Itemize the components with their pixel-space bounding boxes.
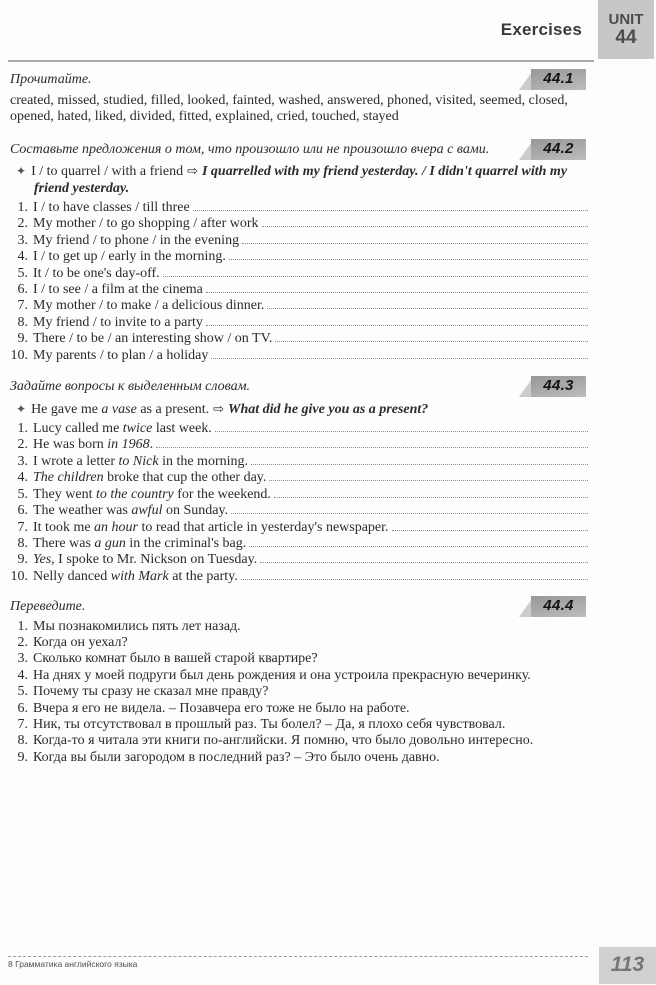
task-item (4, 421, 590, 437)
item-number: 3. (17, 232, 28, 248)
task-item (4, 487, 590, 503)
item-number: 9. (17, 749, 28, 765)
item-text: My friend / to phone / in the evening (33, 232, 240, 248)
example-prompt: He gave me a vase as a present. (31, 401, 210, 417)
task-item (4, 635, 590, 651)
item-number: 5. (17, 486, 28, 502)
example-answer: I quarrelled with my friend yesterday. / I didn't quarrel with my friend yesterday. (34, 164, 568, 196)
item-number: 3. (17, 453, 28, 469)
exercise-44-3 (4, 379, 656, 585)
instruction: Прочитайте. (10, 72, 92, 87)
exercise-head (4, 379, 590, 396)
exercise-44-2 (4, 139, 656, 365)
item-text: Когда вы были загородом в последний раз? – Это было очень давно. (33, 749, 440, 765)
dotted-leader (241, 579, 588, 580)
item-number: 5. (17, 265, 28, 281)
exercise-head (4, 599, 590, 616)
dotted-leader (274, 497, 588, 498)
item-text: Ник, ты отсутствовал в прошлый раз. Ты болел? – Да, я плохо себя чувствовал. (33, 717, 506, 733)
task-item (4, 733, 590, 749)
header-rule (8, 60, 594, 62)
item-text: Yes, I spoke to Mr. Nickson on Tuesday. (33, 552, 258, 568)
task-list (4, 421, 590, 585)
item-text: The children broke that cup the other day. (33, 470, 267, 486)
verb-list: created, missed, studied, filled, looked, fainted, washed, answered, phoned, visited, seemed, closed, opened, hated, liked, divided, fitted, explained, cried, touched, stayed (10, 92, 568, 124)
dotted-leader (251, 464, 588, 465)
instruction: Задайте вопросы к выделенным словам. (10, 379, 251, 395)
task-item (4, 454, 590, 470)
item-number: 9. (17, 331, 28, 347)
dotted-leader (163, 276, 588, 277)
item-number: 8. (17, 733, 28, 749)
task-item (4, 569, 590, 585)
task-item (4, 651, 590, 667)
exercise-number-badge: 44.1 (518, 69, 586, 90)
task-item (4, 750, 590, 766)
example-line (4, 401, 590, 419)
item-number: 4. (17, 470, 28, 486)
task-item (4, 216, 590, 232)
dotted-leader (215, 431, 588, 432)
dotted-leader (242, 243, 588, 244)
task-item (4, 437, 590, 453)
task-item (4, 552, 590, 568)
item-text: Когда он уехал? (33, 635, 128, 651)
item-number: 10. (10, 347, 28, 363)
task-item (4, 331, 590, 347)
task-list (4, 619, 590, 767)
item-number: 6. (17, 700, 28, 716)
dotted-leader (269, 480, 588, 481)
item-number: 1. (17, 618, 28, 634)
task-item (4, 249, 590, 265)
exercise-44-4 (4, 599, 656, 766)
item-text: The weather was awful on Sunday. (33, 503, 229, 519)
arrow-icon: ⇨ (213, 401, 225, 417)
item-number: 7. (17, 519, 28, 535)
item-text: Вчера я его не видела. – Позавчера его тоже не было на работе. (33, 700, 410, 716)
item-number: 2. (17, 216, 28, 232)
item-text: It / to be one's day-off. (33, 265, 160, 281)
item-text: Сколько комнат было в вашей старой квартире? (33, 651, 318, 667)
item-number: 7. (17, 298, 28, 314)
example-line (4, 163, 590, 197)
task-item (4, 701, 590, 717)
exercise-number-badge: 44.3 (518, 376, 586, 397)
task-item (4, 470, 590, 486)
item-number: 10. (10, 568, 28, 584)
dotted-leader (156, 447, 588, 448)
item-text: There was a gun in the criminal's bag. (33, 535, 247, 551)
task-item (4, 619, 590, 635)
task-item (4, 200, 590, 216)
task-item (4, 520, 590, 536)
task-item (4, 315, 590, 331)
dotted-leader (229, 259, 588, 260)
task-item (4, 298, 590, 314)
item-number: 7. (17, 717, 28, 733)
item-text: My mother / to make / a delicious dinner. (33, 298, 265, 314)
example-answer: What did he give you as a present? (228, 401, 429, 417)
task-item (4, 684, 590, 700)
item-number: 9. (17, 552, 28, 568)
task-item (4, 668, 590, 684)
item-text: I wrote a letter to Nick in the morning. (33, 453, 248, 469)
item-text: На днях у моей подруги был день рождения и она устроила прекрасную вечеринку. (33, 667, 531, 683)
item-text: Lucy called me twice last week. (33, 421, 212, 437)
item-text: Мы познакомились пять лет назад. (33, 618, 241, 634)
exercise-number-badge: 44.2 (518, 139, 586, 160)
page-title: Exercises (500, 20, 582, 39)
item-number: 8. (17, 314, 28, 330)
unit-badge (598, 0, 654, 59)
page-number: 113 (599, 947, 656, 984)
exercise-number-badge: 44.4 (518, 596, 586, 617)
item-text: It took me an hour to read that article in yesterday's newspaper. (33, 519, 389, 535)
item-number: 8. (17, 535, 28, 551)
task-item (4, 266, 590, 282)
dotted-leader (260, 562, 588, 563)
item-number: 6. (17, 503, 28, 519)
item-text: My parents / to plan / a holiday (33, 347, 209, 363)
dotted-leader (211, 358, 588, 359)
item-text: Nelly danced with Mark at the party. (33, 568, 238, 584)
dotted-leader (249, 546, 588, 547)
item-text: I / to have classes / till three (33, 200, 190, 215)
item-number: 1. (17, 421, 28, 437)
dotted-leader (267, 308, 588, 309)
dotted-leader (206, 325, 588, 326)
unit-label: UNIT (608, 11, 644, 28)
item-text: Когда-то я читала эти книги по-английски. Я помню, что было довольно интересно. (33, 733, 534, 749)
item-text: My mother / to go shopping / after work (33, 216, 259, 232)
item-text: He was born in 1968. (33, 437, 154, 453)
item-text: I / to get up / early in the morning. (33, 249, 226, 265)
item-number: 3. (17, 651, 28, 667)
item-text: There / to be / an interesting show / on TV. (33, 331, 273, 347)
dotted-leader (193, 210, 588, 211)
item-number: 1. (17, 200, 28, 215)
instruction: Переведите. (10, 599, 86, 615)
dotted-leader (206, 292, 588, 293)
item-number: 2. (17, 437, 28, 453)
item-number: 4. (17, 667, 28, 683)
task-item (4, 282, 590, 298)
task-item (4, 536, 590, 552)
exercise-head (4, 139, 590, 159)
item-number: 4. (17, 249, 28, 265)
item-text: They went to the country for the weekend. (33, 486, 271, 502)
exercise-head (4, 72, 590, 89)
task-item (4, 717, 590, 733)
item-number: 5. (17, 684, 28, 700)
task-item (4, 348, 590, 364)
arrow-icon: ⇨ (187, 164, 198, 179)
instruction: Составьте предложения о том, что произошло или не произошло вчера с вами. (10, 141, 490, 157)
item-number: 6. (17, 282, 28, 298)
exercise-44-1 (4, 72, 656, 126)
unit-number: 44 (615, 27, 637, 48)
task-item (4, 233, 590, 249)
item-text: Почему ты сразу не сказал мне правду? (33, 684, 269, 700)
item-text: I / to see / a film at the cinema (33, 282, 203, 298)
dotted-leader (262, 226, 588, 227)
task-list (4, 200, 590, 364)
dotted-leader (275, 341, 588, 342)
page-content (4, 72, 656, 766)
example-prompt: I / to quarrel / with a friend (31, 164, 184, 179)
star-icon: ✦ (16, 401, 27, 416)
dotted-leader (231, 513, 588, 514)
dotted-leader (392, 530, 588, 531)
star-icon: ✦ (16, 164, 27, 178)
task-item (4, 503, 590, 519)
footer-note: 8 Грамматика английского языка (8, 958, 138, 969)
item-text: My friend / to invite to a party (33, 314, 203, 330)
item-number: 2. (17, 635, 28, 651)
